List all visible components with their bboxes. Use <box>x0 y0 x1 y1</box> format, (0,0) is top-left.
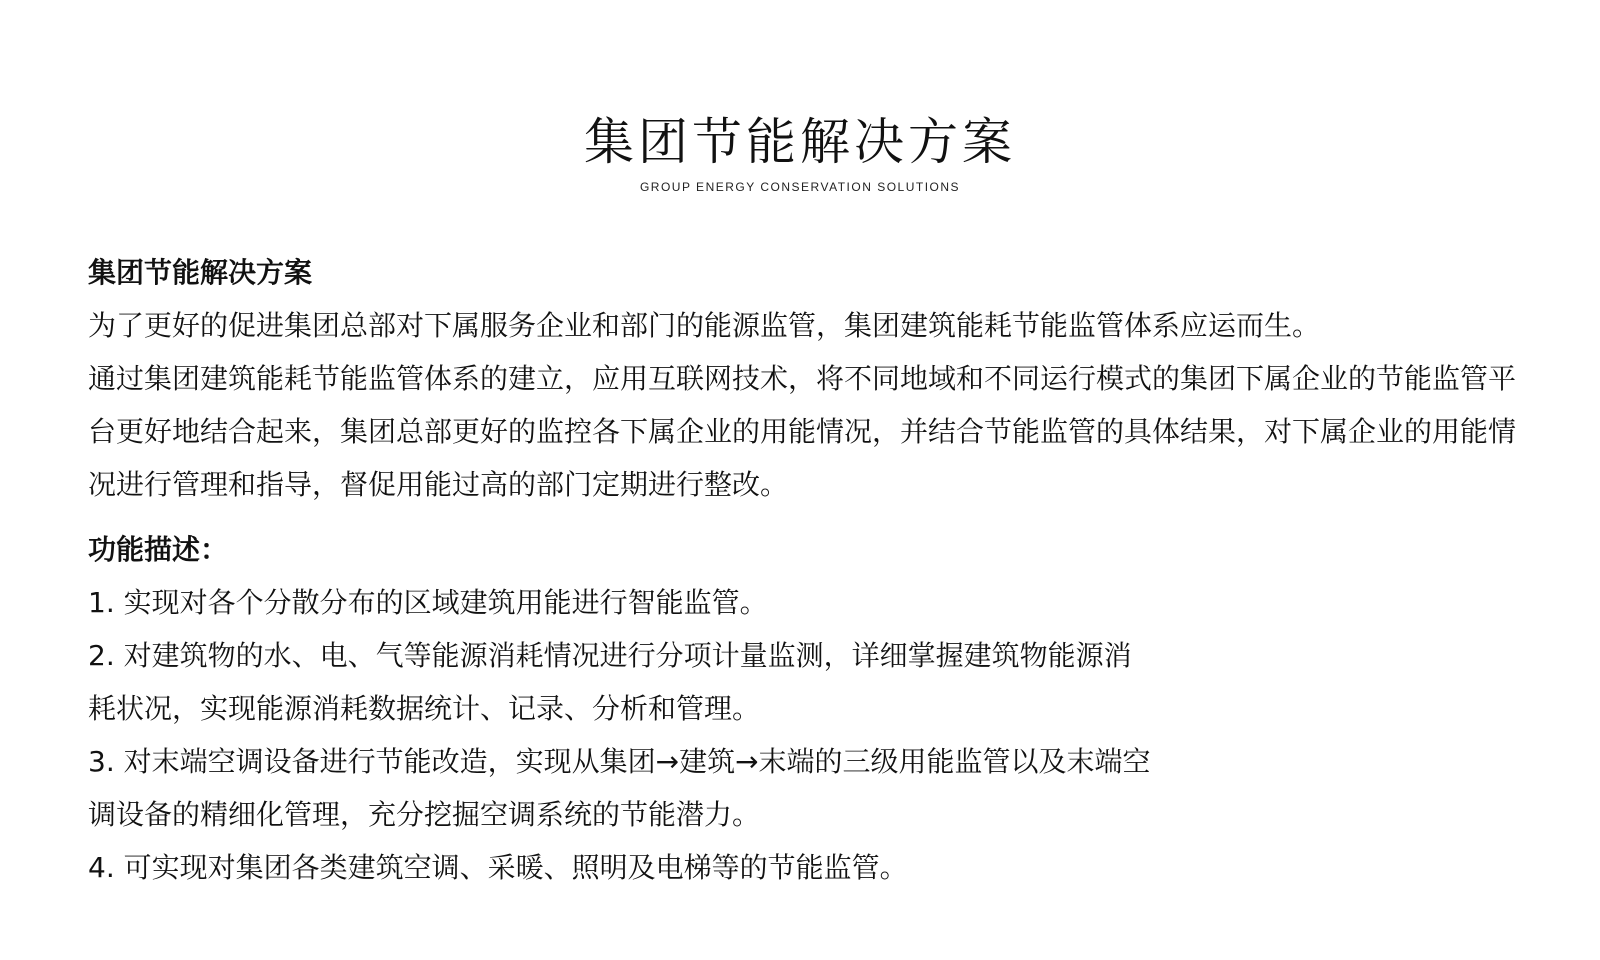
features-list <box>88 576 1158 894</box>
feature-item-2: 2. 对建筑物的水、电、气等能源消耗情况进行分项计量监测，详细掌握建筑物能源消耗状况，实现能源消耗数据统计、记录、分析和管理。 <box>88 639 1132 725</box>
page-header <box>0 110 1600 196</box>
features-heading: 功能描述： <box>88 533 229 566</box>
intro-paragraph-2: 通过集团建筑能耗节能监管体系的建立，应用互联网技术，将不同地域和不同运行模式的集团下属企业的节能监管平台更好地结合起来，集团总部更好的监控各下属企业的用能情况，并结合节能监管的具体结果，对下属企业的用能情况进行管理和指导，督促用能过高的部门定期进行整改。 <box>88 362 1517 501</box>
content-body <box>88 246 1538 894</box>
page-subtitle: GROUP ENERGY CONSERVATION SOLUTIONS <box>639 180 961 194</box>
feature-item-1: 1. 实现对各个分散分布的区域建筑用能进行智能监管。 <box>88 586 768 619</box>
intro-heading: 集团节能解决方案 <box>88 256 313 289</box>
feature-item-4: 4. 可实现对集团各类建筑空调、采暖、照明及电梯等的节能监管。 <box>88 851 908 884</box>
page-title: 集团节能解决方案 <box>584 113 1016 171</box>
section-spacer <box>88 511 1538 523</box>
feature-item-3: 3. 对末端空调设备进行节能改造，实现从集团→建筑→末端的三级用能监管以及末端空调设备的精细化管理，充分挖掘空调系统的节能潜力。 <box>88 745 1151 831</box>
intro-paragraph-1: 为了更好的促进集团总部对下属服务企业和部门的能源监管，集团建筑能耗节能监管体系应运而生。 <box>88 309 1321 342</box>
